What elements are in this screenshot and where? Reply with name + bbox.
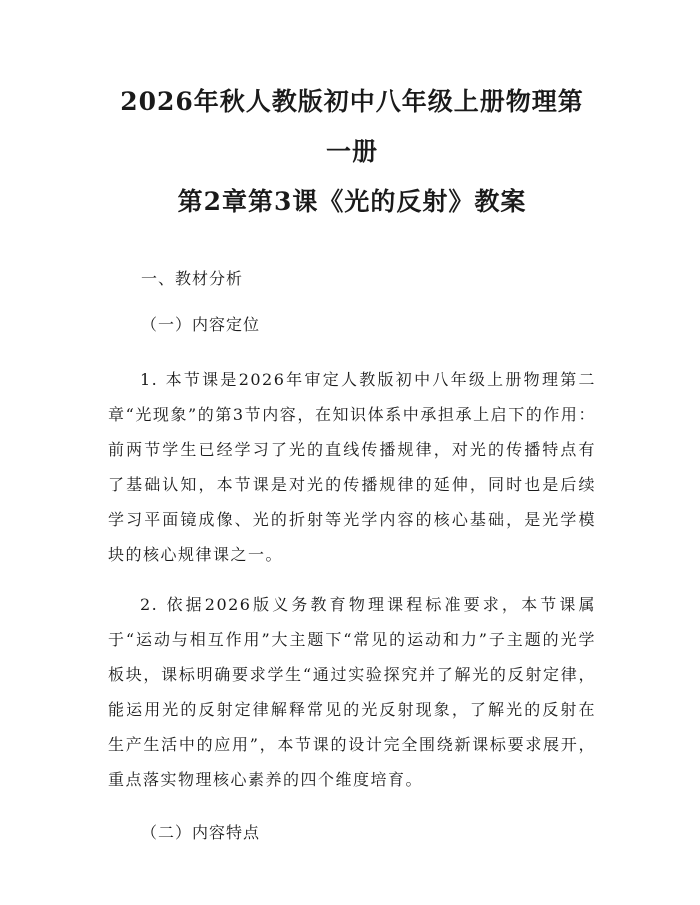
paragraph-curriculum-standard: 2. 依据2026版义务教育物理课程标准要求，本节课属于“运动与相互作用”大主题下“常见的运动和力”子主题的光学板块，课标明确要求学生“通过实验探究并了解光的反射定律，能运用光的反射定律解释常见的光反射现象，了解光的反射在生产生活中的应用”，本节课的设计完全围绕新课标要求展开，重点落实物理核心素养的四个维度培育。 (108, 595, 596, 789)
document-title-line-2: 第2章第3课《光的反射》教案 (177, 187, 527, 216)
document-title-line-1: 2026年秋人教版初中八年级上册物理第一册 (120, 87, 584, 166)
paragraph-content-positioning: 1. 本节课是2026年审定人教版初中八年级上册物理第二章“光现象”的第3节内容，在知识体系中承担承上启下的作用：前两节学生已经学习了光的直线传播规律，对光的传播特点有了基础认知，本节课是对光的传播规律的延伸，同时也是后续学习平面镜成像、光的折射等光学内容的核心基础，是光学模块的核心规律课之一。 (108, 370, 596, 564)
subsection-heading-content-features: （二）内容特点 (141, 823, 261, 842)
subsection-heading-content-positioning: （一）内容定位 (141, 315, 261, 334)
section-heading-textbook-analysis: 一、教材分析 (141, 269, 244, 288)
